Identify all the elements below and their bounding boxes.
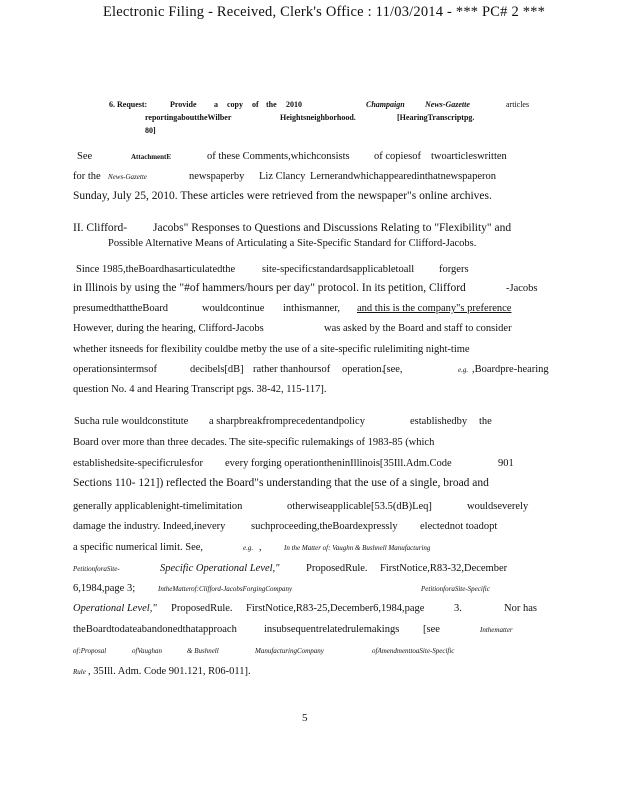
body-text: [see, xyxy=(383,364,403,375)
case-citation: Specific Operational Level," xyxy=(160,563,280,574)
body-text: Sunday, July 25, 2010. These articles were retrieved from the newspaper"s online archives. xyxy=(73,190,492,202)
case-citation: & Bushnell xyxy=(187,647,219,655)
body-text: 901 xyxy=(498,458,514,469)
request-text: Champaign xyxy=(366,100,405,109)
section-heading: Jacobs" Responses to Questions and Discussions Relating to "Flexibility" and xyxy=(153,222,512,234)
body-text: Lernerandwhichappearedinthatnewspaperon xyxy=(310,171,496,182)
request-text: 80] xyxy=(145,126,156,135)
request-text: of xyxy=(252,100,259,109)
body-text: wouldcontinue xyxy=(202,303,265,314)
body-text: However, during the hearing, Clifford-Jacobs xyxy=(73,323,264,334)
body-text: decibels[dB] xyxy=(190,364,244,375)
body-text: , xyxy=(259,542,262,553)
body-text: ProposedRule. xyxy=(171,603,233,614)
body-text: operationsintermsof xyxy=(73,364,157,375)
request-text: a xyxy=(214,100,218,109)
body-text: 6,1984,page 3; xyxy=(73,583,136,594)
body-text: operation. xyxy=(342,364,385,375)
case-citation: Operational Level," xyxy=(73,603,157,614)
body-text: whether itsneeds for flexibility couldbe metby the use of a site-specific rulelimiting night-time xyxy=(73,344,470,355)
request-text: reportingabouttheWilber xyxy=(145,113,232,122)
body-text: every forging operationtheninIllinois[35Ill.Adm.Code xyxy=(225,458,452,469)
body-text: generally applicablenight-timelimitation xyxy=(73,501,243,512)
request-text: Provide xyxy=(170,100,197,109)
request-text: copy xyxy=(227,100,243,109)
request-text: 2010 xyxy=(286,100,302,109)
body-text: of these Comments,whichconsists xyxy=(207,151,350,162)
body-text: question No. 4 and Hearing Transcript pgs. 38-42, 115-117]. xyxy=(73,384,327,395)
request-text: Heightsneighborhood. xyxy=(280,113,356,122)
section-heading: II. Clifford- xyxy=(73,222,128,234)
body-text: See xyxy=(77,151,93,162)
section-heading: Possible Alternative Means of Articulating a Site-Specific Standard for Clifford-Jacobs. xyxy=(108,238,477,249)
body-text: insubsequentrelatedrulemakings xyxy=(264,624,400,635)
body-text: rather thanhoursof xyxy=(253,364,331,375)
body-text: and this is the company"s preference xyxy=(357,303,512,314)
case-citation: ofVaughan xyxy=(132,647,162,655)
body-text: Board over more than three decades. The site-specific rulemakings of 1983-85 (which xyxy=(73,437,435,448)
case-citation: In the Matter of: Vaughn & Bushnell Manufacturing xyxy=(284,544,431,552)
body-text: ,Boardpre-hearing xyxy=(472,364,549,375)
case-citation: Rule xyxy=(73,668,86,676)
body-text: ProposedRule. xyxy=(306,563,368,574)
body-text: inthismanner, xyxy=(283,303,341,314)
body-text: suchproceeding,theBoardexpressly xyxy=(251,521,398,532)
body-text: , 35Ill. Adm. Code 901.121, R06-011]. xyxy=(88,666,251,677)
body-text: for the xyxy=(73,171,101,182)
body-text: establishedsite-specificrulesfor xyxy=(73,458,204,469)
body-text: wouldseverely xyxy=(467,501,529,512)
case-citation: Inthematter xyxy=(480,626,513,634)
case-citation: ofAmendmenttoaSite-Specific xyxy=(372,647,455,655)
body-text: otherwiseapplicable[53.5(dB)Leq] xyxy=(287,501,432,512)
body-text: twoarticleswritten xyxy=(431,151,507,162)
body-text: presumedthattheBoard xyxy=(73,303,169,314)
body-text: damage the industry. Indeed,inevery xyxy=(73,521,226,532)
body-text: e.g. xyxy=(243,544,254,552)
body-text: a sharpbreakfromprecedentandpolicy xyxy=(209,416,365,427)
filing-header: Electronic Filing - Received, Clerk's Office : 11/03/2014 - *** PC# 2 *** xyxy=(103,4,546,20)
body-text: was asked by the Board and staff to consider xyxy=(324,323,512,334)
body-text: the xyxy=(479,416,492,427)
body-text: in Illinois by using the "#of hammers/hours per day" protocol. In its petition, Clifford xyxy=(73,282,466,294)
request-text: articles xyxy=(506,100,530,109)
body-text: electednot toadopt xyxy=(420,521,498,532)
body-text: -Jacobs xyxy=(506,283,538,294)
case-citation: PetitionforaSite- xyxy=(73,565,120,573)
body-text: FirstNotice,R83-32,December xyxy=(380,563,508,574)
body-text: newspaperby xyxy=(189,171,245,182)
request-text: News-Gazette xyxy=(425,100,470,109)
body-text: FirstNotice,R83-25,December6,1984,page xyxy=(246,603,425,614)
body-text: e.g. xyxy=(458,366,469,374)
page-number: 5 xyxy=(302,712,308,724)
body-text: Liz Clancy xyxy=(259,171,306,182)
body-text: Nor has xyxy=(504,603,537,614)
body-text: establishedby xyxy=(410,416,468,427)
body-text: Sucha rule wouldconstitute xyxy=(74,416,189,427)
request-text: the xyxy=(266,100,277,109)
body-text: [see xyxy=(423,624,440,635)
case-citation: of:Proposal xyxy=(73,647,107,655)
request-label: 6. Request: xyxy=(109,100,148,109)
body-text: a specific numerical limit. See, xyxy=(73,542,204,553)
case-citation: ManufacturingCompany xyxy=(255,647,324,655)
body-text: of copiesof xyxy=(374,151,421,162)
body-text: AttachmentE xyxy=(131,153,172,161)
body-text: theBoardtodateabandonedthatapproach xyxy=(73,624,237,635)
body-text: site-specificstandardsapplicabletoall xyxy=(262,264,415,275)
body-text: News-Gazette xyxy=(108,173,147,181)
case-citation: IntheMatterof:Clifford-JacobsForgingCompany xyxy=(158,585,293,593)
body-text: Sections 110- 121]) reflected the Board"s understanding that the use of a single, broad and xyxy=(73,477,489,489)
case-citation: PetitionforaSite-Specific xyxy=(421,585,490,593)
body-text: 3. xyxy=(454,603,462,614)
request-text: [HearingTranscriptpg. xyxy=(397,113,475,122)
body-text: Since 1985,theBoardhasarticulatedthe xyxy=(76,264,236,275)
body-text: forgers xyxy=(439,264,469,275)
